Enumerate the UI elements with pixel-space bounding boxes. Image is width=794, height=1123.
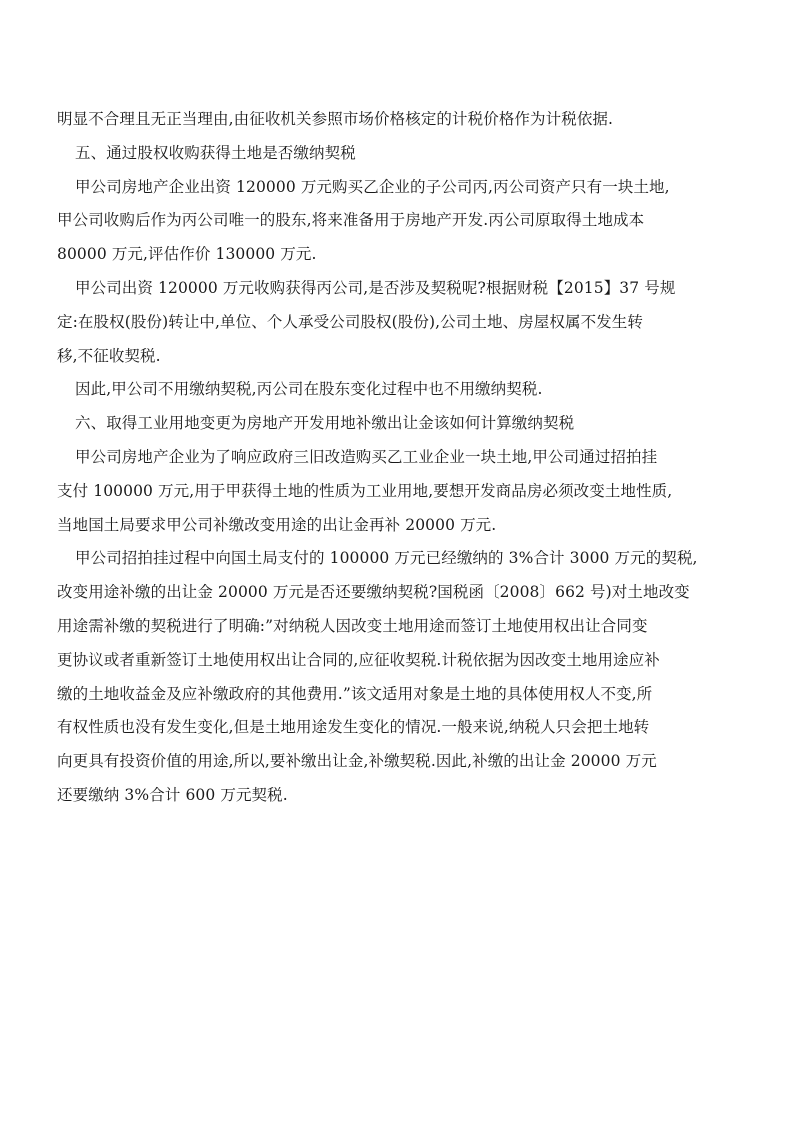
text-line: 移,不征收契税. [57,346,161,365]
text-line: 还要缴纳 3%合计 600 万元契税. [57,785,288,804]
section-heading-5: 五、通过股权收购获得土地是否缴纳契税 [75,143,356,162]
text-line: 向更具有投资价值的用途,所以,要补缴出让金,补缴契税.因此,补缴的出让金 20000 万元 [57,752,657,771]
text-line: 甲公司房地产企业出资 120000 万元购买乙企业的子公司丙,丙公司资产只有一块土地, [75,177,670,196]
document-body [57,103,747,813]
text-line: 甲公司招拍挂过程中向国土局支付的 100000 万元已经缴纳的 3%合计 3000 万元的契税, [75,549,698,568]
text-line: 明显不合理且无正当理由,由征收机关参照市场价格核定的计税价格作为计税依据. [57,110,614,128]
text-line: 定:在股权(股份)转让中,单位、个人承受公司股权(股份),公司土地、房屋权属不发生转 [57,312,643,331]
text-line: 当地国土局要求甲公司补缴改变用途的出让金再补 20000 万元. [57,515,497,534]
text-line: 改变用途补缴的出让金 20000 万元是否还要缴纳契税?国税函〔2008〕662 号)对土地改变 [57,583,690,602]
text-line: 有权性质也没有发生变化,但是土地用途发生变化的情况.一般来说,纳税人只会把土地转 [57,718,650,737]
text-line: 缴的土地收益金及应补缴政府的其他费用.”该文适用对象是土地的具体使用权人不变,所 [57,684,653,703]
text-line: 甲公司出资 120000 万元收购获得丙公司,是否涉及契税呢?根据财税【2015】37 号规 [75,278,676,297]
text-line: 甲公司收购后作为丙公司唯一的股东,将来准备用于房地产开发.丙公司原取得土地成本 [57,211,645,230]
text-line: 因此,甲公司不用缴纳契税,丙公司在股东变化过程中也不用缴纳契税. [75,380,543,399]
text-line: 甲公司房地产企业为了响应政府三旧改造购买乙工业企业一块土地,甲公司通过招拍挂 [75,447,658,466]
text-line: 更协议或者重新签订土地使用权出让合同的,应征收契税.计税依据为因改变土地用途应补 [57,650,660,669]
section-heading-6: 六、取得工业用地变更为房地产开发用地补缴出让金该如何计算缴纳契税 [75,414,575,433]
text-line: 80000 万元,评估作价 130000 万元. [57,245,317,264]
text-line: 支付 100000 万元,用于甲获得土地的性质为工业用地,要想开发商品房必须改变土地性质, [57,481,673,500]
text-line: 用途需补缴的契税进行了明确:”对纳税人因改变土地用途而签订土地使用权出让合同变 [57,616,648,635]
